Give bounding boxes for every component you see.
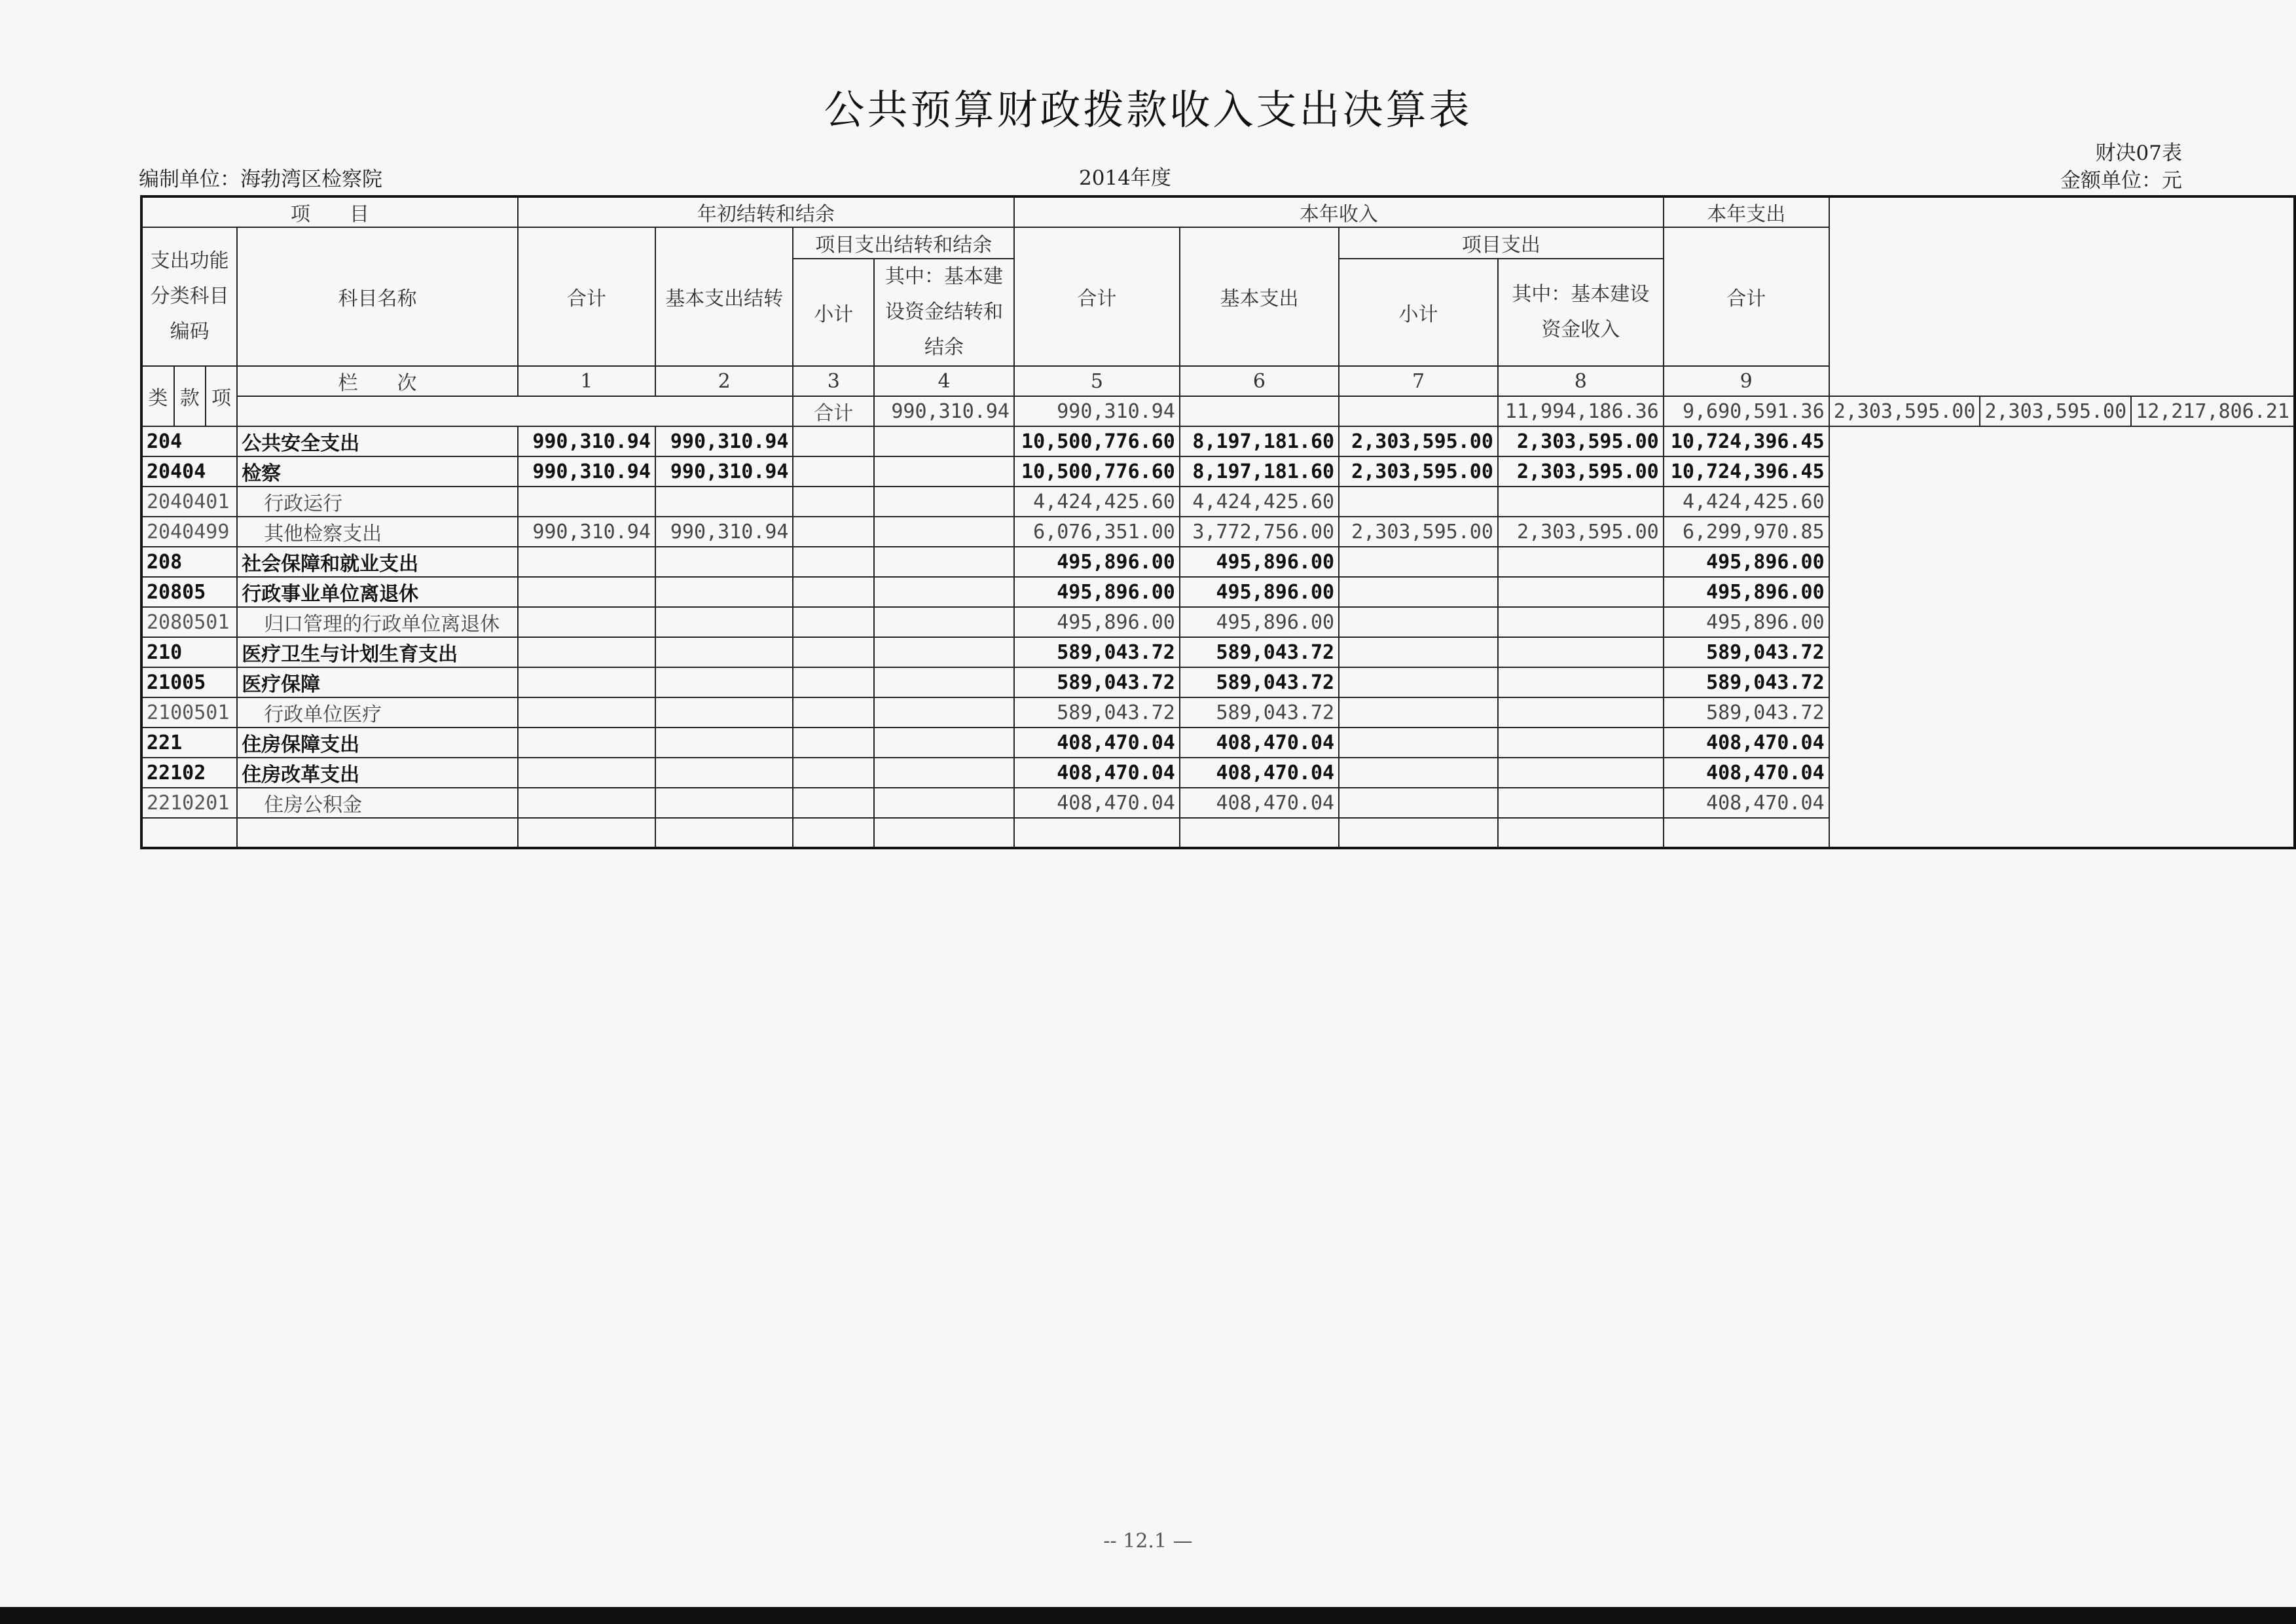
header-opening-total: 合计: [518, 227, 655, 366]
subject-name-cell: 行政单位医疗: [237, 697, 518, 728]
value-cell-c5: 408,470.04: [1014, 728, 1180, 758]
code-cell: 20404: [141, 456, 237, 487]
value-cell-c8: 2,303,595.00: [1498, 426, 1664, 456]
value-cell-c6: 495,896.00: [1180, 547, 1339, 577]
header-subject-name: 科目名称: [237, 227, 518, 366]
value-cell-c4: [874, 637, 1014, 667]
value-cell-c7: [1339, 607, 1498, 637]
value-cell-c7: 2,303,595.00: [1339, 517, 1498, 547]
value-cell-c6: 408,470.04: [1180, 728, 1339, 758]
header-function-code: 支出功能分类科目编码: [141, 227, 237, 366]
header-project-expense: 项目支出: [1339, 227, 1664, 259]
column-number: 7: [1339, 366, 1498, 396]
table-row: [141, 426, 2295, 456]
value-cell-c2: [655, 788, 793, 818]
subject-name-cell: 归口管理的行政单位离退休: [237, 607, 518, 637]
value-cell-c8: [1498, 758, 1664, 788]
page-number: -- 12.1 —: [1103, 1530, 1193, 1553]
table-row: [141, 547, 2295, 577]
value-cell-c6: 4,424,425.60: [1180, 487, 1339, 517]
value-cell-c4: [874, 577, 1014, 607]
value-cell-c7: [1339, 818, 1498, 848]
value-cell-c9: 495,896.00: [1664, 577, 1829, 607]
value-cell-c2: [655, 607, 793, 637]
value-cell-c9: 408,470.04: [1664, 758, 1829, 788]
value-cell-c4: [874, 728, 1014, 758]
value-cell-c3: [793, 637, 874, 667]
value-cell-c4: [874, 788, 1014, 818]
value-cell-c3: [793, 426, 874, 456]
table-row: [141, 487, 2295, 517]
value-cell-c2: [655, 697, 793, 728]
value-cell-c5: 6,076,351.00: [1014, 517, 1180, 547]
value-cell-c1: [518, 577, 655, 607]
header-basic-carry: 基本支出结转: [655, 227, 793, 366]
value-cell-c6: 589,043.72: [1180, 697, 1339, 728]
header-income-total: 合计: [1014, 227, 1180, 366]
value-cell-c2: 990,310.94: [1014, 396, 1180, 426]
code-cell: 21005: [141, 667, 237, 697]
column-number: 6: [1180, 366, 1339, 396]
code-cell: [237, 396, 793, 426]
value-cell-c9: 4,424,425.60: [1664, 487, 1829, 517]
column-number: 3: [793, 366, 874, 396]
value-cell-c8: [1498, 547, 1664, 577]
value-cell-c5: 495,896.00: [1014, 577, 1180, 607]
subject-name-cell: 行政事业单位离退休: [237, 577, 518, 607]
value-cell-c1: [518, 818, 655, 848]
column-number: 1: [518, 366, 655, 396]
table-row: [141, 456, 2295, 487]
value-cell-c3: [793, 697, 874, 728]
value-cell-c9: 10,724,396.45: [1664, 426, 1829, 456]
value-cell-c1: 990,310.94: [518, 517, 655, 547]
code-cell: 2210201: [141, 788, 237, 818]
header-lei: 类: [141, 366, 174, 426]
code-cell: 20805: [141, 577, 237, 607]
column-number: 2: [655, 366, 793, 396]
value-cell-c8: 2,303,595.00: [1498, 456, 1664, 487]
value-cell-c4: [874, 426, 1014, 456]
value-cell-c4: [874, 697, 1014, 728]
value-cell-c5: 11,994,186.36: [1498, 396, 1664, 426]
subject-name-cell: [237, 818, 518, 848]
value-cell-c3: [793, 517, 874, 547]
value-cell-c2: [655, 818, 793, 848]
value-cell-c7: [1339, 667, 1498, 697]
value-cell-c3: [793, 788, 874, 818]
value-cell-c2: [655, 758, 793, 788]
value-cell-c8: [1498, 728, 1664, 758]
header-project-subtotal: 小计: [1339, 259, 1498, 366]
value-cell-c6: 3,772,756.00: [1180, 517, 1339, 547]
header-project-carry: 项目支出结转和结余: [793, 227, 1014, 259]
value-cell-c9: 408,470.04: [1664, 788, 1829, 818]
value-cell-c4: [874, 818, 1014, 848]
value-cell-c8: [1498, 577, 1664, 607]
value-cell-c6: 8,197,181.60: [1180, 426, 1339, 456]
value-cell-c5: 10,500,776.60: [1014, 456, 1180, 487]
value-cell-c3: [793, 456, 874, 487]
value-cell-c1: 990,310.94: [518, 426, 655, 456]
value-cell-c8: [1498, 487, 1664, 517]
value-cell-c7: 2,303,595.00: [1339, 426, 1498, 456]
header-expense-total: 合计: [1664, 227, 1829, 366]
code-cell: [141, 818, 237, 848]
table-row: [141, 637, 2295, 667]
value-cell-c6: 589,043.72: [1180, 667, 1339, 697]
code-cell: 22102: [141, 758, 237, 788]
value-cell-c6: 9,690,591.36: [1664, 396, 1829, 426]
value-cell-c5: 408,470.04: [1014, 758, 1180, 788]
value-cell-c5: 589,043.72: [1014, 697, 1180, 728]
value-cell-c2: [655, 667, 793, 697]
header-kuan: 款: [174, 366, 206, 426]
value-cell-c2: [655, 547, 793, 577]
subject-name-cell: 住房保障支出: [237, 728, 518, 758]
value-cell-c5: 10,500,776.60: [1014, 426, 1180, 456]
value-cell-c9: 10,724,396.45: [1664, 456, 1829, 487]
value-cell-c7: [1339, 697, 1498, 728]
subject-name-cell: 住房公积金: [237, 788, 518, 818]
value-cell-c8: [1498, 697, 1664, 728]
value-cell-c3: [793, 728, 874, 758]
value-cell-c9: 408,470.04: [1664, 728, 1829, 758]
value-cell-c9: 495,896.00: [1664, 547, 1829, 577]
subject-name-cell: 医疗保障: [237, 667, 518, 697]
value-cell-c6: 408,470.04: [1180, 758, 1339, 788]
value-cell-c9: 589,043.72: [1664, 697, 1829, 728]
table-row: [141, 758, 2295, 788]
value-cell-c6: 495,896.00: [1180, 577, 1339, 607]
header-basic-expense: 基本支出: [1180, 227, 1339, 366]
value-cell-c4: [1339, 396, 1498, 426]
value-cell-c1: [518, 697, 655, 728]
amount-unit: 金额单位：元: [2060, 169, 2182, 193]
value-cell-c5: 495,896.00: [1014, 547, 1180, 577]
value-cell-c6: 589,043.72: [1180, 637, 1339, 667]
value-cell-c7: [1339, 728, 1498, 758]
value-cell-c7: 2,303,595.00: [1339, 456, 1498, 487]
value-cell-c8: [1498, 818, 1664, 848]
code-cell: 2040401: [141, 487, 237, 517]
table-row: [141, 517, 2295, 547]
value-cell-c1: [518, 758, 655, 788]
value-cell-c9: 495,896.00: [1664, 607, 1829, 637]
header-column-label: 栏 次: [237, 366, 518, 396]
header-xiang: 项: [206, 366, 237, 426]
value-cell-c2: 990,310.94: [655, 456, 793, 487]
header-current-income: 本年收入: [1014, 196, 1664, 227]
value-cell-c3: [793, 607, 874, 637]
value-cell-c5: 495,896.00: [1014, 607, 1180, 637]
value-cell-c5: [1014, 818, 1180, 848]
value-cell-c9: 589,043.72: [1664, 637, 1829, 667]
table-row: [141, 607, 2295, 637]
table-row: [141, 818, 2295, 848]
value-cell-c8: [1498, 667, 1664, 697]
value-cell-c1: [518, 607, 655, 637]
header-carry-subtotal: 小计: [793, 259, 874, 366]
value-cell-c2: [655, 637, 793, 667]
value-cell-c4: [874, 547, 1014, 577]
value-cell-c3: [793, 487, 874, 517]
value-cell-c1: [518, 788, 655, 818]
column-number: 8: [1498, 366, 1664, 396]
value-cell-c6: 8,197,181.60: [1180, 456, 1339, 487]
preparing-unit: 编制单位：海勃湾区检察院: [139, 168, 382, 191]
value-cell-c2: 990,310.94: [655, 517, 793, 547]
value-cell-c1: [518, 728, 655, 758]
value-cell-c9: 6,299,970.85: [1664, 517, 1829, 547]
page-title: 公共预算财政拨款收入支出决算表: [824, 86, 1472, 134]
value-cell-c1: [518, 547, 655, 577]
value-cell-c2: [655, 728, 793, 758]
value-cell-c4: [874, 456, 1014, 487]
value-cell-c8: 2,303,595.00: [1498, 517, 1664, 547]
value-cell-c3: [793, 758, 874, 788]
value-cell-c8: [1498, 788, 1664, 818]
header-opening-balance: 年初结转和结余: [518, 196, 1014, 227]
code-cell: 2040499: [141, 517, 237, 547]
value-cell-c2: 990,310.94: [655, 426, 793, 456]
subject-name-cell: 住房改革支出: [237, 758, 518, 788]
budget-table: [140, 195, 2296, 849]
value-cell-c3: [793, 577, 874, 607]
code-cell: 2100501: [141, 697, 237, 728]
table-row: [141, 728, 2295, 758]
value-cell-c4: [874, 758, 1014, 788]
value-cell-c1: [518, 667, 655, 697]
code-cell: 221: [141, 728, 237, 758]
header-capital-carry: 其中：基本建设资金结转和结余: [874, 259, 1014, 366]
value-cell-c1: [518, 487, 655, 517]
value-cell-c7: 2,303,595.00: [1829, 396, 1980, 426]
table-row: [141, 667, 2295, 697]
value-cell-c3: [1180, 396, 1339, 426]
value-cell-c4: [874, 607, 1014, 637]
value-cell-c5: 589,043.72: [1014, 667, 1180, 697]
subject-name-cell: 其他检察支出: [237, 517, 518, 547]
value-cell-c7: [1339, 758, 1498, 788]
value-cell-c4: [874, 487, 1014, 517]
value-cell-c7: [1339, 547, 1498, 577]
form-number: 财决07表: [2095, 141, 2182, 165]
fiscal-year: 2014年度: [1079, 166, 1171, 190]
header-row-1: [141, 196, 2295, 227]
value-cell-c8: [1498, 637, 1664, 667]
value-cell-c6: [1180, 818, 1339, 848]
total-row: [141, 396, 2295, 426]
subject-name-cell: 社会保障和就业支出: [237, 547, 518, 577]
table-row: [141, 788, 2295, 818]
value-cell-c8: [1498, 607, 1664, 637]
value-cell-c3: [793, 547, 874, 577]
value-cell-c2: [655, 577, 793, 607]
subject-name-cell: 行政运行: [237, 487, 518, 517]
value-cell-c9: 589,043.72: [1664, 667, 1829, 697]
header-current-expense: 本年支出: [1664, 196, 1829, 227]
subject-name-cell: 公共安全支出: [237, 426, 518, 456]
value-cell-c9: [1664, 818, 1829, 848]
value-cell-c5: 589,043.72: [1014, 637, 1180, 667]
subject-name-cell: 检察: [237, 456, 518, 487]
header-capital-income: 其中：基本建设资金收入: [1498, 259, 1664, 366]
value-cell-c3: [793, 818, 874, 848]
value-cell-c3: [793, 667, 874, 697]
header-item: 项 目: [141, 196, 518, 227]
code-cell: 210: [141, 637, 237, 667]
value-cell-c1: [518, 637, 655, 667]
column-number: 4: [874, 366, 1014, 396]
column-number: 9: [1664, 366, 1829, 396]
scan-edge: [0, 1607, 2296, 1624]
column-number: 5: [1014, 366, 1180, 396]
value-cell-c6: 408,470.04: [1180, 788, 1339, 818]
table-row: [141, 577, 2295, 607]
value-cell-c9: 12,217,806.21: [2131, 396, 2295, 426]
value-cell-c4: [874, 517, 1014, 547]
value-cell-c5: 408,470.04: [1014, 788, 1180, 818]
value-cell-c7: [1339, 577, 1498, 607]
code-cell: 204: [141, 426, 237, 456]
code-cell: 208: [141, 547, 237, 577]
value-cell-c7: [1339, 637, 1498, 667]
subject-name-cell: 合计: [793, 396, 874, 426]
value-cell-c2: [655, 487, 793, 517]
code-cell: 2080501: [141, 607, 237, 637]
value-cell-c6: 495,896.00: [1180, 607, 1339, 637]
header-row-2: [141, 227, 2295, 259]
table-row: [141, 697, 2295, 728]
value-cell-c7: [1339, 788, 1498, 818]
column-number-row: [141, 366, 2295, 396]
value-cell-c4: [874, 667, 1014, 697]
value-cell-c1: 990,310.94: [874, 396, 1014, 426]
value-cell-c8: 2,303,595.00: [1980, 396, 2131, 426]
value-cell-c1: 990,310.94: [518, 456, 655, 487]
value-cell-c7: [1339, 487, 1498, 517]
subject-name-cell: 医疗卫生与计划生育支出: [237, 637, 518, 667]
value-cell-c5: 4,424,425.60: [1014, 487, 1180, 517]
